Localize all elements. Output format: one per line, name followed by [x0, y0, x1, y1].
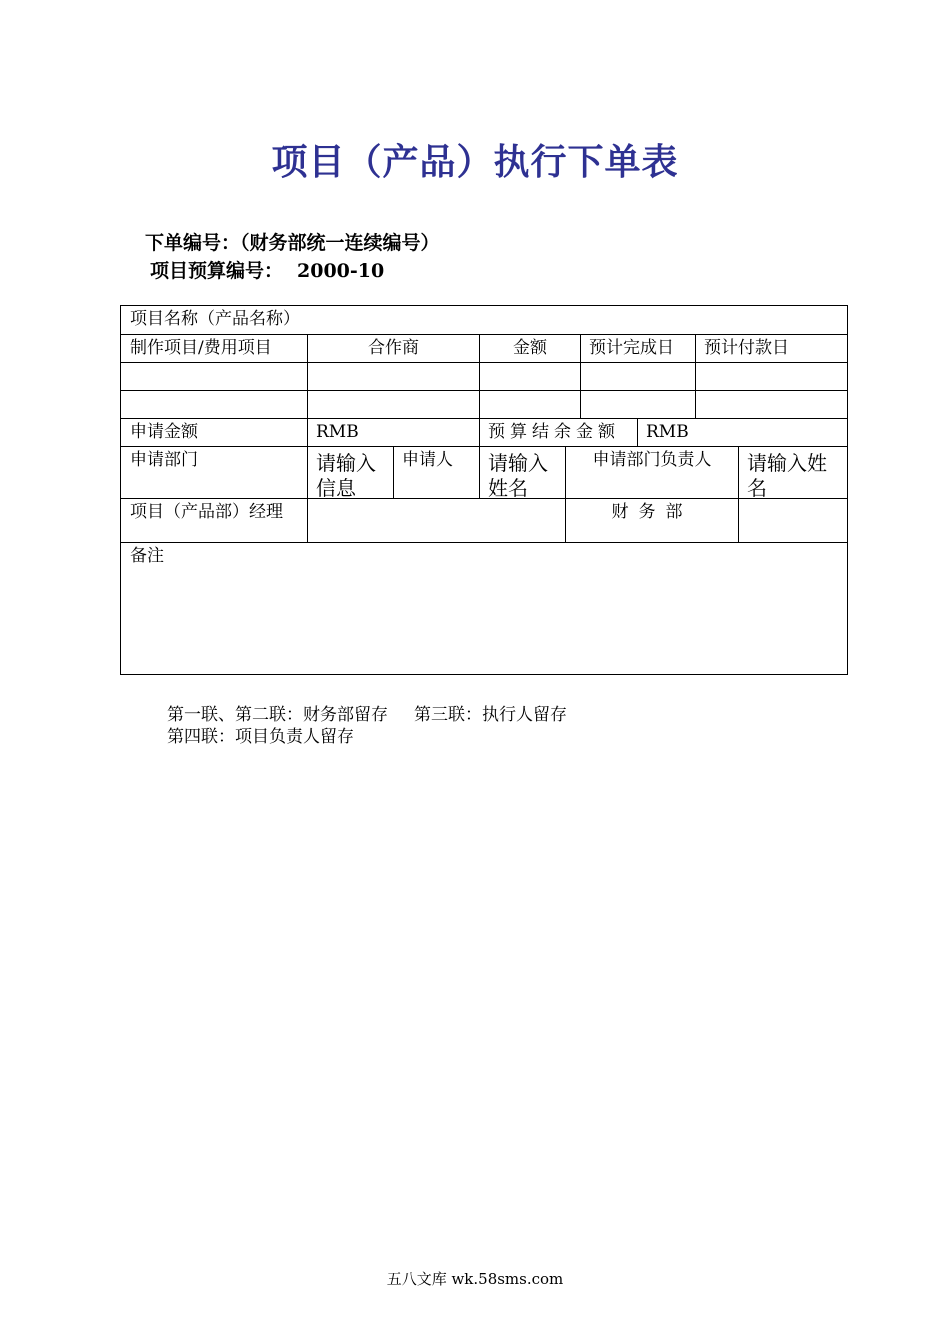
dept-head-input[interactable]: 请输入姓名 — [747, 451, 827, 498]
table-border-right — [847, 305, 848, 675]
table-cell-empty[interactable] — [122, 363, 307, 390]
finance-signature-cell[interactable] — [739, 499, 846, 542]
header-amount: 金额 — [513, 338, 547, 358]
applicant-input[interactable]: 请输入姓名 — [488, 451, 548, 498]
footer-copy-executor: 第三联：执行人留存 — [414, 705, 567, 725]
table-border-bottom — [120, 674, 848, 675]
budget-number-label: 项目预算编号： — [150, 260, 284, 282]
remarks-label[interactable]: 备注 — [130, 546, 164, 566]
footer-copies-line2: 第四联：项目负责人留存 — [167, 727, 354, 747]
table-cell-empty[interactable] — [308, 391, 479, 418]
budget-balance-value[interactable]: RMB — [646, 422, 689, 442]
apply-amount-label: 申请金额 — [130, 422, 198, 442]
table-cell-empty[interactable] — [480, 391, 580, 418]
table-cell-empty[interactable] — [308, 363, 479, 390]
dept-head-label: 申请部门负责人 — [592, 450, 712, 470]
project-name-label: 项目名称（产品名称） — [130, 309, 300, 329]
header-item: 制作项目/费用项目 — [130, 338, 272, 358]
budget-number-value: 2000-10 — [297, 260, 385, 282]
table-cell-empty[interactable] — [122, 391, 307, 418]
page-title: 项目（产品）执行下单表 — [271, 141, 679, 183]
table-cell-empty[interactable] — [696, 363, 846, 390]
site-watermark: 五八文库 wk.58sms.com — [386, 1270, 564, 1288]
table-border-left — [120, 305, 121, 675]
table-cell-empty[interactable] — [480, 363, 580, 390]
apply-amount-value[interactable]: RMB — [316, 422, 359, 442]
finance-label: 财务部 — [611, 502, 693, 522]
apply-dept-label: 申请部门 — [130, 450, 198, 470]
table-cell-empty[interactable] — [696, 391, 846, 418]
table-cell-empty[interactable] — [581, 391, 695, 418]
budget-number — [150, 256, 384, 283]
applicant-label: 申请人 — [402, 450, 453, 470]
header-completion-date: 预计完成日 — [589, 338, 674, 358]
header-partner: 合作商 — [368, 338, 419, 358]
budget-balance-label: 预算结余金额 — [488, 422, 620, 442]
apply-dept-input[interactable]: 请输入信息 — [316, 451, 376, 498]
manager-label: 项目（产品部）经理 — [130, 502, 283, 522]
footer-copy-finance: 第一联、第二联：财务部留存 — [167, 705, 388, 725]
header-payment-date: 预计付款日 — [704, 338, 789, 358]
manager-signature-cell[interactable] — [308, 499, 565, 542]
order-number-label: 下单编号：（财务部统一连续编号） — [145, 232, 440, 254]
table-cell-empty[interactable] — [581, 363, 695, 390]
